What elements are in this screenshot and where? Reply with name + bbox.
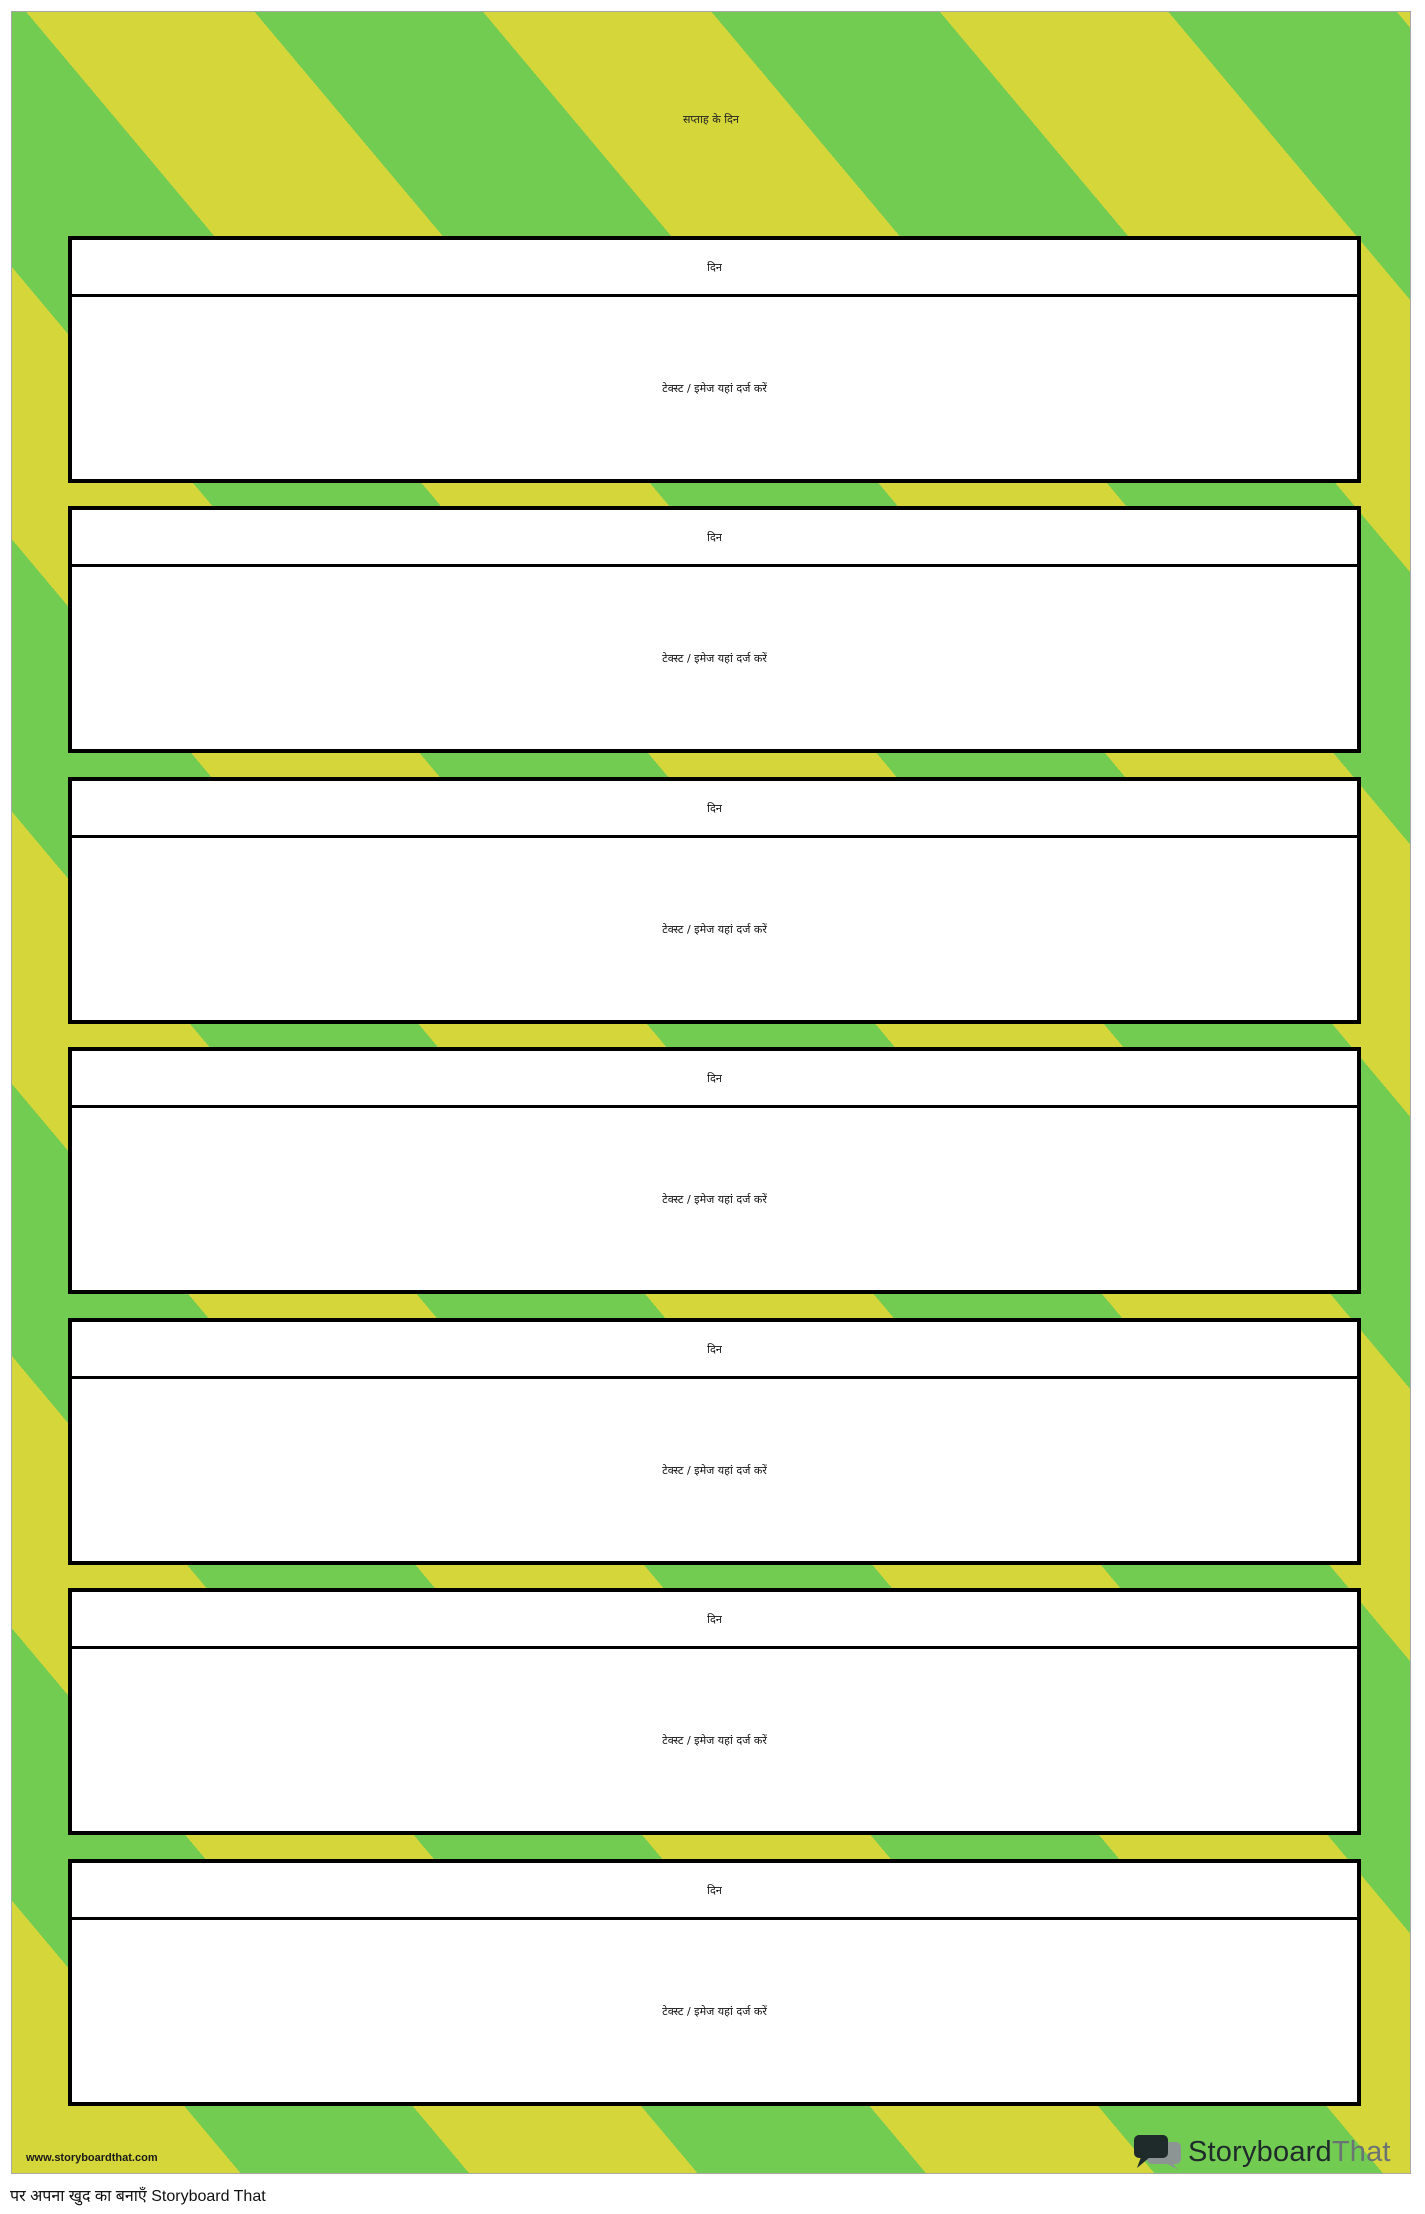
day-block[interactable] [68,506,1361,753]
poster-url: www.storyboardthat.com [26,2152,158,2164]
day-block[interactable] [68,777,1361,1024]
day-body[interactable]: टेक्स्ट / इमेज यहां दर्ज करें [662,1733,767,1747]
day-header[interactable]: दिन [72,1592,1357,1649]
brand-secondary: That [1331,2135,1391,2168]
day-block[interactable] [68,1859,1361,2106]
day-header[interactable]: दिन [72,1863,1357,1920]
day-header[interactable]: दिन [72,240,1357,297]
speech-bubbles-icon [1132,2133,1184,2171]
day-block[interactable] [68,1318,1361,1565]
day-header[interactable]: दिन [72,510,1357,567]
poster-title: सप्ताह के दिन [682,113,740,126]
day-body[interactable]: टेक्स्ट / इमेज यहां दर्ज करें [662,1192,767,1206]
day-block[interactable] [68,236,1361,483]
day-block[interactable] [68,1588,1361,1835]
day-block[interactable] [68,1047,1361,1294]
day-body[interactable]: टेक्स्ट / इमेज यहां दर्ज करें [662,2004,767,2018]
day-body[interactable]: टेक्स्ट / इमेज यहां दर्ज करें [662,651,767,665]
brand-logo[interactable] [1132,2133,1391,2171]
day-body[interactable]: टेक्स्ट / इमेज यहां दर्ज करें [662,922,767,936]
poster [11,11,1411,2174]
brand-primary: Storyboard [1188,2135,1332,2168]
footer-caption[interactable]: पर अपना खुद का बनाएँ Storyboard That [10,2188,266,2205]
day-header[interactable]: दिन [72,1051,1357,1108]
day-body[interactable]: टेक्स्ट / इमेज यहां दर्ज करें [662,381,767,395]
brand-name [1188,2136,1391,2169]
day-header[interactable]: दिन [72,781,1357,838]
day-header[interactable]: दिन [72,1322,1357,1379]
day-body[interactable]: टेक्स्ट / इमेज यहां दर्ज करें [662,1463,767,1477]
